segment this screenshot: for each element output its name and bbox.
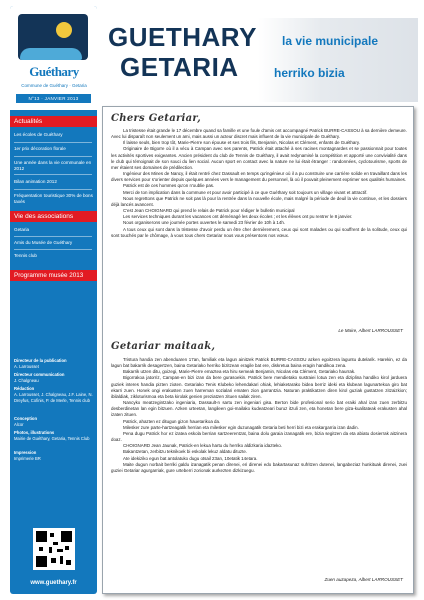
paragraph: Nous regrettons que Patrick ne soit pas là pour la rentrée dans la nouvelle école, mais malgré la période de deuil la vie continue, et les dossiers déjà lancés avancent. xyxy=(111,195,407,207)
paragraph: Il laisse seuls, bien trop tôt, Marie-Pierre son épouse et ses trois fils, Benjamin, Nicolas et Clément, enfants de Guéthary. xyxy=(123,140,360,146)
divider xyxy=(14,189,92,190)
credit-label: Directeur de la publication xyxy=(14,358,67,363)
credit-label: Conception xyxy=(14,416,38,421)
divider xyxy=(14,142,92,143)
paragraph: Nous organiserons une journée portes ouvertes le samedi 23 février de 10h à 14h. xyxy=(123,220,286,226)
credit-label: Photos, illustrations xyxy=(14,430,55,435)
paragraph: CHOIGNARD Jean Jaunak, Patrick-en lekua hartu du herriko aldizkaria idazteko. xyxy=(123,443,283,449)
header-title-getaria: GETARIA xyxy=(120,52,239,82)
french-body xyxy=(111,128,407,239)
credit-value: Imprimerie BR xyxy=(14,456,41,461)
sidebar-item-ecoles[interactable]: Les écoles de Guéthary xyxy=(14,132,63,137)
credit-label: Directeur communication xyxy=(14,372,65,377)
paragraph: La tristesse était grande le 17 décembre quand sa famille et une foule d'amis ont accompagné Patrick BURRE-CASSOU à sa dernière demeure. Avec lui disparaît non seulement un ami, mais aussi un acteur discret mais influent de la vie municipale de Guéthary. xyxy=(111,128,408,140)
divider xyxy=(14,236,92,237)
sidebar-item-amis-musee[interactable]: Amis du Musée de Guéthary xyxy=(14,240,73,245)
sidebar-item-annee-communale[interactable]: Une année dans la vie communale en 2012 xyxy=(14,160,92,171)
actualites-heading: Actualités xyxy=(10,116,97,127)
paragraph: Ingénieur des Mines de Nancy, il était rentré chez Dassault en temps qu'ingénieur où il a pu construire une carrière solide en travaillant dans les divers services pour s'orienter depuis quelques années vers le management du personnel, là où il pouvait pleinement exprimer ses qualités humaines. xyxy=(111,171,407,183)
paragraph: Bakarrik utzen ditu, goizegi, Marie-Pierre emaztea eta hiru semeak Benjamin, Nicolas eta Clément, Getariako haurrak. xyxy=(123,369,356,375)
logo-subtitle: Commune de Guéthary · Getaria xyxy=(21,83,87,88)
paragraph: Milesker zure parte-hartzeagatik herrian eta milesker egin duzunagatik Getaria beti herri bizi eta erakargarria izan dadin. xyxy=(123,424,359,430)
logo-brand: Guéthary xyxy=(29,64,79,79)
issue-number: N°13 · JANVIER 2013 xyxy=(16,94,91,103)
sidebar xyxy=(10,6,97,594)
associations-heading: Vie des associations xyxy=(10,211,97,222)
header-title-guethary: GUETHARY xyxy=(108,22,257,52)
basque-signature: Zuen auzapeza, Albert LARROUSSET xyxy=(324,577,403,582)
header-background xyxy=(258,18,418,102)
basque-body xyxy=(111,357,407,474)
credit-value: A. Larrousset, J. Chalgneau, J.F. Laine, N. Dreyfus, Cofinis, P. de Merle, Tennis club xyxy=(14,392,93,403)
website-link[interactable]: www.guethary.fr xyxy=(30,580,77,586)
french-signature: Le Maire, Albert LARROUSSET xyxy=(338,328,403,333)
sidebar-item-prix-florale[interactable]: 1er prix décoration florale xyxy=(14,146,66,151)
paragraph: Patrick est de ces hommes qu'on n'oublie pas. xyxy=(123,183,215,189)
basque-greeting-title: Getariar maitaak, xyxy=(111,341,216,352)
sidebar-item-tennis[interactable]: Tennis club xyxy=(14,253,37,258)
divider xyxy=(14,156,92,157)
paragraph: Bigorrakoa jatorriz, Campan-en bizi izan da bere gurasoekin. Patrick bere mendietako sustraiei lotua zen eta diziplina handiko kirol jarduera guziek interes handia pizten zioten. Getariako Tenis Klubeko lehendakari ohiak, lehiaketarako bidea berriz ideki eta klubean lagunartekoa giro bat ekarri zuen. Honek ongi erakusten zuen harreman sozialari ematen zion garrantzia. Naturan praktikatzen diren kirol guziak gustatzen zitzaizkion; ibilaldiak, zikloturismoa eta beta kirolak genien preziatzen zituen sailak ziren. xyxy=(111,375,407,399)
programme-heading[interactable]: Programme musée 2013 xyxy=(10,270,97,281)
qr-code-icon[interactable] xyxy=(33,528,75,570)
paragraph: Nancyko meatzegintzako ingeniaria, Dassault-n sartu zen ingeniari gisa. Berton bide profesional serio bat eraiki ahal izan zuen zerbitzu desberdinetan lan egin bitzuen. Azken urteetan, langileen goi-mailako kudeatzeari buruz itzuli zen, eta honetan bere giza-kualitateak erakusten ahal izaten zituen. xyxy=(111,400,407,418)
paragraph: Originaire de Bigorre où il a vécu à Campan avec ses parents, Patrick était attaché à ses racines montagnardes et se passionnait pour toutes les activités sportives exigeantes. Ancien président du club de Tennis de Guéthary, il avait redynamisé la compétition et apporté une convivialité dans le club qui témoignait de son souci du lien social. Aucun sport en contact avec la nature ne lui était étranger : randonnées, cyclotourisme, sports de mer étaient ses domaines de prédilection. xyxy=(111,146,407,170)
paragraph: Tristura handia zen abenduaren 17an, familiak eta lagun ainitzek Patrick BURRE-CASSOU azken egoitzera laguntu dutelarik. Harekin, ez da lagun bat bakarrik desagertzen, baina Getariako herriko bizitzean eragile bat ere, diskretua baina eragin handikoa zena. xyxy=(111,357,407,369)
sun-icon xyxy=(56,22,72,38)
logo xyxy=(10,6,97,110)
divider xyxy=(14,174,92,175)
credit-label: Impression xyxy=(14,450,37,455)
header-subtitle-fr: la vie municipale xyxy=(282,34,379,48)
paragraph: Patrick, ahazten ez ditugun gizon hauetarikoa da. xyxy=(123,418,221,424)
paragraph: C'est Jean CHOIGNARD qui prend le relais de Patrick pour rédiger le bulletin municipal xyxy=(123,208,295,214)
credit-label: Rédaction xyxy=(14,386,35,391)
paragraph: Maite dugun norbait berriki galdu izanagatik penan direnei, eri direnei edo bakartasunaz sufritzen dutenei, langabeziaz hunkituak direnei, zuei guziei Getariar agurgarriak, gure urteberri zorionak aurkezten dizkizuegu. xyxy=(111,461,407,473)
paragraph: Merci de ton implication dans la commune et pour avoir participé à ce que Guéthary soit toujours un village vivant et attractif. xyxy=(123,189,368,195)
paragraph: Les services techniques durant les vacances ont déménagé les deux écoles ; et les élèves ont pu rentrer le 8 janvier. xyxy=(123,214,353,220)
header-subtitle-eu: herriko bizia xyxy=(274,66,345,80)
paragraph: Ate idekiziko egun bat antolatuko dugu otsail 23an, 10etatik 14etara. xyxy=(123,455,258,461)
divider xyxy=(14,249,92,250)
paragraph: Pena dugu Patrick hor ez izatea eskola berrian sartzeerentzat, baina dolu garaia izanagatik ere, bizia segitzen da eta abiatu dosierrak aitzinera doaz. xyxy=(111,430,407,443)
credit-value: J. Chalgneau xyxy=(14,378,39,383)
french-greeting-title: Chers Getariar, xyxy=(111,113,202,124)
wave-icon xyxy=(20,48,82,60)
credit-value: Mairie de Guéthary, Getaria, Tennis Club xyxy=(14,436,90,441)
sidebar-item-getaria[interactable]: Getaria xyxy=(14,227,30,232)
credit-value: Alcor xyxy=(14,422,24,427)
editorial-article xyxy=(102,106,414,594)
sidebar-item-bilan-animation[interactable]: Bilan animation 2012 xyxy=(14,179,57,184)
paragraph: A tous ceux qui sont dans la tristesse d'avoir perdu un être cher dernièrement, ceux qui sont malades ou qui souffrent de la solitude, ceux qui sont touchés par le chômage, à vous tous chers Getariar nous vous présentons nos vœux. xyxy=(111,226,407,238)
credit-value: A. Larrousset xyxy=(14,364,39,369)
paragraph: Bakantzetan, zerbitzu teknikoek bi eskolak lekuz aldatu dituzte. xyxy=(123,449,248,455)
sidebar-item-frequentation[interactable]: Fréquentation touristique 30% de bons taxés xyxy=(14,193,93,204)
